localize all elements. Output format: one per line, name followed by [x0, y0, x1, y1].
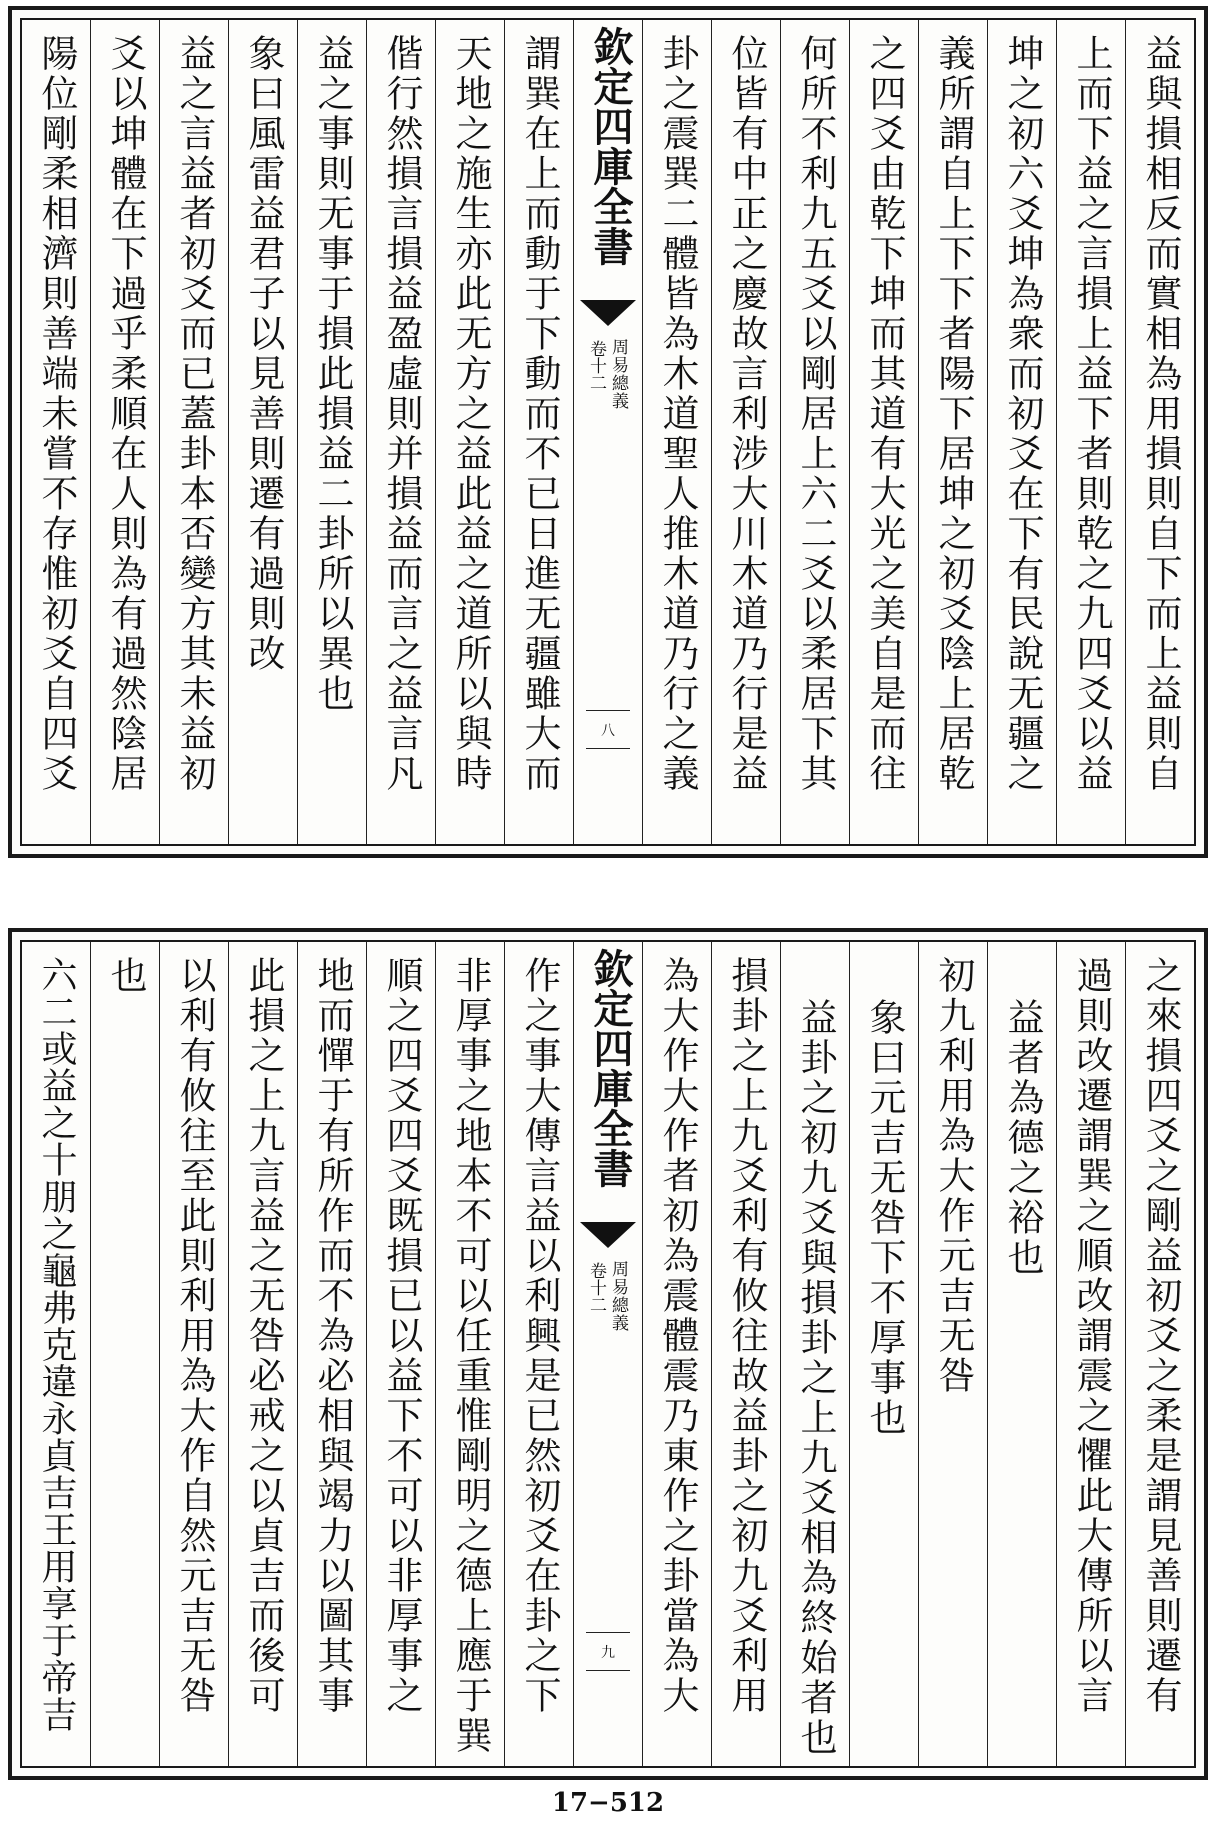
column-text: 過則改遷謂巽之順改謂震之懼此大傳所以言	[1070, 956, 1113, 1716]
text-column	[918, 942, 987, 1766]
text-column	[366, 20, 435, 844]
column-text: 天地之施生亦此无方之益此益之道所以與時	[449, 34, 492, 794]
column-text: 之來損四爻之剛益初爻之柔是謂見善則遷有	[1139, 956, 1182, 1716]
text-column	[849, 942, 918, 1766]
text-column	[711, 942, 780, 1766]
column-text: 益卦之初九爻與損卦之上九爻相為終始者也	[794, 998, 837, 1758]
text-column	[504, 942, 573, 1766]
text-column	[849, 20, 918, 844]
column-text: 為大作大作者初為震體震乃東作之卦當為大	[656, 956, 699, 1716]
column-text: 卦之震巽二體皆為木道聖人推木道乃行之義	[656, 34, 699, 794]
banner-book-title: 周易總義	[608, 1260, 628, 1332]
column-text: 初九利用為大作元吉无咎	[932, 956, 975, 1396]
column-text: 位皆有中正之慶故言利涉大川木道乃行是益	[725, 34, 768, 794]
column-text: 爻以坤體在下過乎柔順在人則為有過然陰居	[104, 34, 147, 794]
column-text: 陽位剛柔相濟則善端未嘗不存惟初爻自四爻	[35, 34, 78, 794]
text-column	[435, 20, 504, 844]
text-column	[435, 942, 504, 1766]
column-text: 謂巽在上而動于下動而不已日進无疆雖大而	[518, 34, 561, 794]
column-text: 益之言益者初爻而已蓋卦本否變方其未益初	[173, 34, 216, 794]
column-text: 順之四爻四爻既損已以益下不可以非厚事之	[380, 956, 423, 1716]
column-text: 益者為德之裕也	[1001, 998, 1044, 1278]
column-text: 作之事大傳言益以利興是已然初爻在卦之下	[518, 956, 561, 1716]
text-column	[711, 20, 780, 844]
text-column	[228, 20, 297, 844]
column-text: 此損之上九言益之无咎必戒之以貞吉而後可	[242, 956, 285, 1716]
bottom-page	[8, 928, 1208, 1780]
fishtail-mark	[580, 300, 636, 326]
text-column	[1125, 942, 1194, 1766]
banner-rule	[586, 1632, 630, 1633]
banner-rule	[586, 1670, 630, 1671]
bottom-page-columns	[22, 942, 1194, 1766]
column-text: 上而下益之言損上益下者則乾之九四爻以益	[1070, 34, 1113, 794]
text-column	[90, 942, 159, 1766]
text-column	[780, 20, 849, 844]
text-column	[22, 942, 90, 1766]
column-text: 坤之初六爻坤為衆而初爻在下有民說无疆之	[1001, 34, 1044, 794]
banner-column	[573, 20, 642, 844]
text-column	[159, 942, 228, 1766]
text-column	[22, 20, 90, 844]
top-page-columns	[22, 20, 1194, 844]
fishtail-mark	[580, 1222, 636, 1248]
text-column	[297, 20, 366, 844]
column-text: 以利有攸往至此則利用為大作自然元吉无咎	[173, 956, 216, 1716]
top-page-frame	[20, 18, 1196, 846]
text-column	[1056, 20, 1125, 844]
column-text: 何所不利九五爻以剛居上六二爻以柔居下其	[794, 34, 837, 794]
column-text: 益之事則无事于損此損益二卦所以異也	[311, 34, 354, 714]
text-column	[987, 20, 1056, 844]
text-column	[642, 20, 711, 844]
column-text: 六二或益之十朋之龜弗克違永貞吉王用享于帝吉	[36, 956, 77, 1733]
column-text: 非厚事之地本不可以任重惟剛明之德上應于巽	[449, 956, 492, 1756]
text-column	[90, 20, 159, 844]
text-column	[642, 942, 711, 1766]
column-text: 義所謂自上下下者陽下居坤之初爻陰上居乾	[932, 34, 975, 794]
column-text: 之四爻由乾下坤而其道有大光之美自是而往	[863, 34, 906, 794]
banner-volume: 卷十二	[586, 340, 606, 391]
text-column	[918, 20, 987, 844]
column-text: 損卦之上九爻利有攸往故益卦之初九爻利用	[725, 956, 768, 1716]
text-column	[780, 942, 849, 1766]
text-column	[504, 20, 573, 844]
text-column	[228, 942, 297, 1766]
text-column	[1125, 20, 1194, 844]
top-page	[8, 6, 1208, 858]
banner-rule	[586, 710, 630, 711]
text-column	[1056, 942, 1125, 1766]
column-text: 益與損相反而實相為用損則自下而上益則自	[1139, 34, 1182, 794]
column-text: 象曰元吉无咎下不厚事也	[863, 998, 906, 1438]
page-number: 17−512	[551, 1788, 665, 1818]
folio-number: 八	[601, 723, 615, 739]
banner-rule	[586, 748, 630, 749]
banner-volume: 卷十二	[586, 1262, 606, 1313]
folio-number: 九	[601, 1645, 615, 1661]
column-text: 地而憚于有所作而不為必相與竭力以圖其事	[311, 956, 354, 1716]
banner-title: 欽定四庫全書	[587, 26, 634, 266]
banner-book-title: 周易總義	[608, 338, 628, 410]
column-text: 偕行然損言損益盈虛則并損益而言之益言凡	[380, 34, 423, 794]
text-column	[159, 20, 228, 844]
banner-title: 欽定四庫全書	[587, 948, 634, 1188]
column-text: 象曰風雷益君子以見善則遷有過則改	[242, 34, 285, 674]
banner-column	[573, 942, 642, 1766]
text-column	[366, 942, 435, 1766]
text-column	[987, 942, 1056, 1766]
column-text: 也	[104, 956, 147, 996]
text-column	[297, 942, 366, 1766]
bottom-page-frame	[20, 940, 1196, 1768]
